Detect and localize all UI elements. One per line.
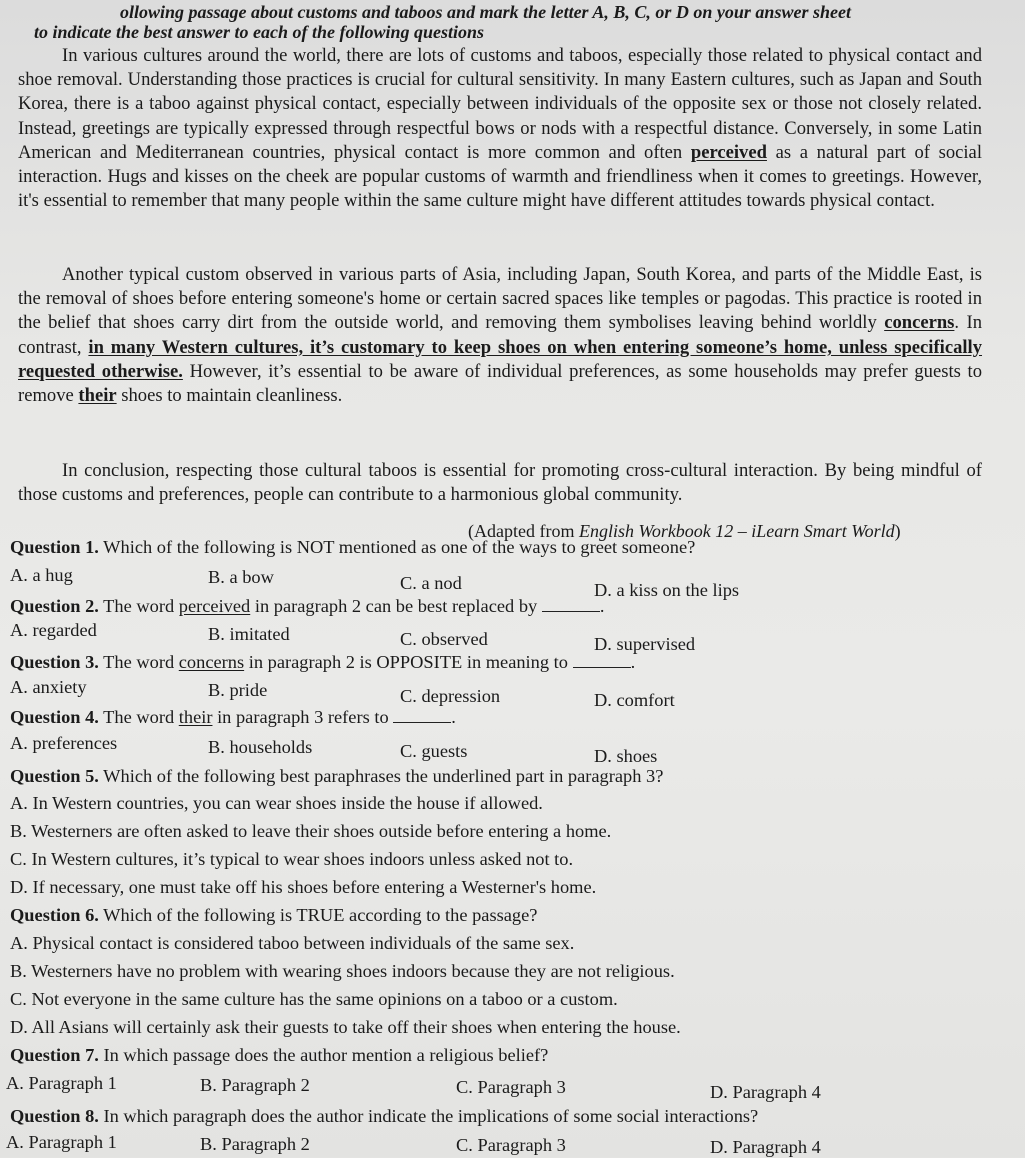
- answer-blank[interactable]: [393, 708, 451, 723]
- q2-option-a[interactable]: A. regarded: [10, 620, 97, 640]
- q3-option-a[interactable]: A. anxiety: [10, 677, 87, 697]
- instruction-line-1: ollowing passage about customs and taboos and mark the letter A, B, C, or D on your answer sheet: [120, 2, 851, 22]
- q5-option-b[interactable]: B. Westerners are often asked to leave their shoes outside before entering a home.: [10, 821, 612, 841]
- question-8: Question 8. In which paragraph does the author indicate the implications of some social interactions?: [10, 1106, 759, 1126]
- q4-option-b[interactable]: B. households: [208, 737, 313, 757]
- q1-option-c[interactable]: C. a nod: [400, 573, 462, 593]
- q8-option-a[interactable]: A. Paragraph 1: [6, 1132, 117, 1152]
- q1-option-a[interactable]: A. a hug: [10, 565, 73, 585]
- question-3: Question 3. The word concerns in paragraph 2 is OPPOSITE in meaning to .: [10, 652, 636, 672]
- q3-option-c[interactable]: C. depression: [400, 686, 501, 706]
- q7-option-b[interactable]: B. Paragraph 2: [200, 1075, 310, 1095]
- question-5: Question 5. Which of the following best paraphrases the underlined part in paragraph 3?: [10, 766, 664, 786]
- q8-option-c[interactable]: C. Paragraph 3: [456, 1135, 566, 1155]
- q8-option-d[interactable]: D. Paragraph 4: [710, 1137, 821, 1157]
- q6-option-c[interactable]: C. Not everyone in the same culture has the same opinions on a taboo or a custom.: [10, 989, 618, 1009]
- instruction-line-2: to indicate the best answer to each of the following questions: [34, 22, 485, 42]
- answer-blank[interactable]: [573, 653, 631, 668]
- question-4: Question 4. The word their in paragraph 3 refers to .: [10, 707, 456, 727]
- underlined-sentence-western: in many Western cultures, it’s customary to keep shoes on when entering someone’s home, unless specifically requested otherwise.: [18, 336, 983, 382]
- q6-option-d[interactable]: D. All Asians will certainly ask their guests to take off their shoes when entering the house.: [10, 1017, 681, 1037]
- q7-option-a[interactable]: A. Paragraph 1: [6, 1073, 117, 1093]
- q4-option-d[interactable]: D. shoes: [594, 746, 658, 766]
- underlined-word-perceived: perceived: [690, 141, 767, 163]
- q6-option-a[interactable]: A. Physical contact is considered taboo between individuals of the same sex.: [10, 933, 575, 953]
- q3-option-d[interactable]: D. comfort: [594, 690, 675, 710]
- q5-option-a[interactable]: A. In Western countries, you can wear shoes inside the house if allowed.: [10, 793, 543, 813]
- underlined-word-their: their: [78, 385, 117, 407]
- q6-option-b[interactable]: B. Westerners have no problem with wearing shoes indoors because they are not religious.: [10, 961, 675, 981]
- q2-option-d[interactable]: D. supervised: [594, 634, 696, 654]
- q5-option-c[interactable]: C. In Western cultures, it’s typical to wear shoes indoors unless asked not to.: [10, 849, 574, 869]
- q8-option-b[interactable]: B. Paragraph 2: [200, 1134, 310, 1154]
- q1-option-b[interactable]: B. a bow: [208, 567, 274, 587]
- question-7: Question 7. In which passage does the author mention a religious belief?: [10, 1045, 549, 1065]
- q4-option-a[interactable]: A. preferences: [10, 733, 118, 753]
- q5-option-d[interactable]: D. If necessary, one must take off his shoes before entering a Westerner's home.: [10, 877, 597, 897]
- q4-option-c[interactable]: C. guests: [400, 741, 468, 761]
- q1-option-d[interactable]: D. a kiss on the lips: [594, 580, 740, 600]
- underlined-word-concerns: concerns: [884, 312, 955, 334]
- question-1: Question 1. Which of the following is NOT mentioned as one of the ways to greet someone?: [10, 537, 696, 557]
- q7-option-d[interactable]: D. Paragraph 4: [710, 1082, 821, 1102]
- q3-option-b[interactable]: B. pride: [208, 680, 268, 700]
- q7-option-c[interactable]: C. Paragraph 3: [456, 1077, 566, 1097]
- q2-option-c[interactable]: C. observed: [400, 629, 488, 649]
- paragraph-1: In various cultures around the world, there are lots of customs and taboos, especially those related to physical contact and shoe removal. Understanding those practices is crucial for cultural sensitivity. In many Eastern cultures, such as Japan and South Korea, there is a taboo against physical contact, especially between individuals of the opposite sex or those not closely related. Instead, greetings are typically expressed through respectful bows or nods with a respectful distance. Conversely, in some Latin American and Mediterranean countries, physical contact is more common and often perceived as a natural part of social interaction. Hugs and kisses on the cheek are popular customs of warmth and friendliness when it comes to greetings. However, it's essential to remember that many people within the same culture might have different attitudes towards physical contact.: [18, 45, 982, 212]
- answer-blank[interactable]: [542, 597, 600, 612]
- source-citation: (Adapted from English Workbook 12 – iLearn Smart World): [468, 521, 901, 541]
- q2-option-b[interactable]: B. imitated: [208, 624, 290, 644]
- paragraph-2: Another typical custom observed in various parts of Asia, including Japan, South Korea, and parts of the Middle East, is the removal of shoes before entering someone's home or certain sacred spaces like temples or pagodas. This practice is rooted in the belief that shoes carry dirt from the outside world, and removing them symbolises leaving behind worldly concerns. In contrast, in many Western cultures, it’s customary to keep shoes on when entering someone’s home, unless specifically requested otherwise. However, it’s essential to be aware of individual preferences, as some households may prefer guests to remove their shoes to maintain cleanliness.: [18, 264, 983, 407]
- question-2: Question 2. The word perceived in paragraph 2 can be best replaced by .: [10, 596, 605, 616]
- paragraph-3: In conclusion, respecting those cultural taboos is essential for promoting cross-cultural interaction. By being mindful of those customs and preferences, people can contribute to a harmonious global community.: [18, 460, 982, 506]
- question-6: Question 6. Which of the following is TRUE according to the passage?: [10, 905, 538, 925]
